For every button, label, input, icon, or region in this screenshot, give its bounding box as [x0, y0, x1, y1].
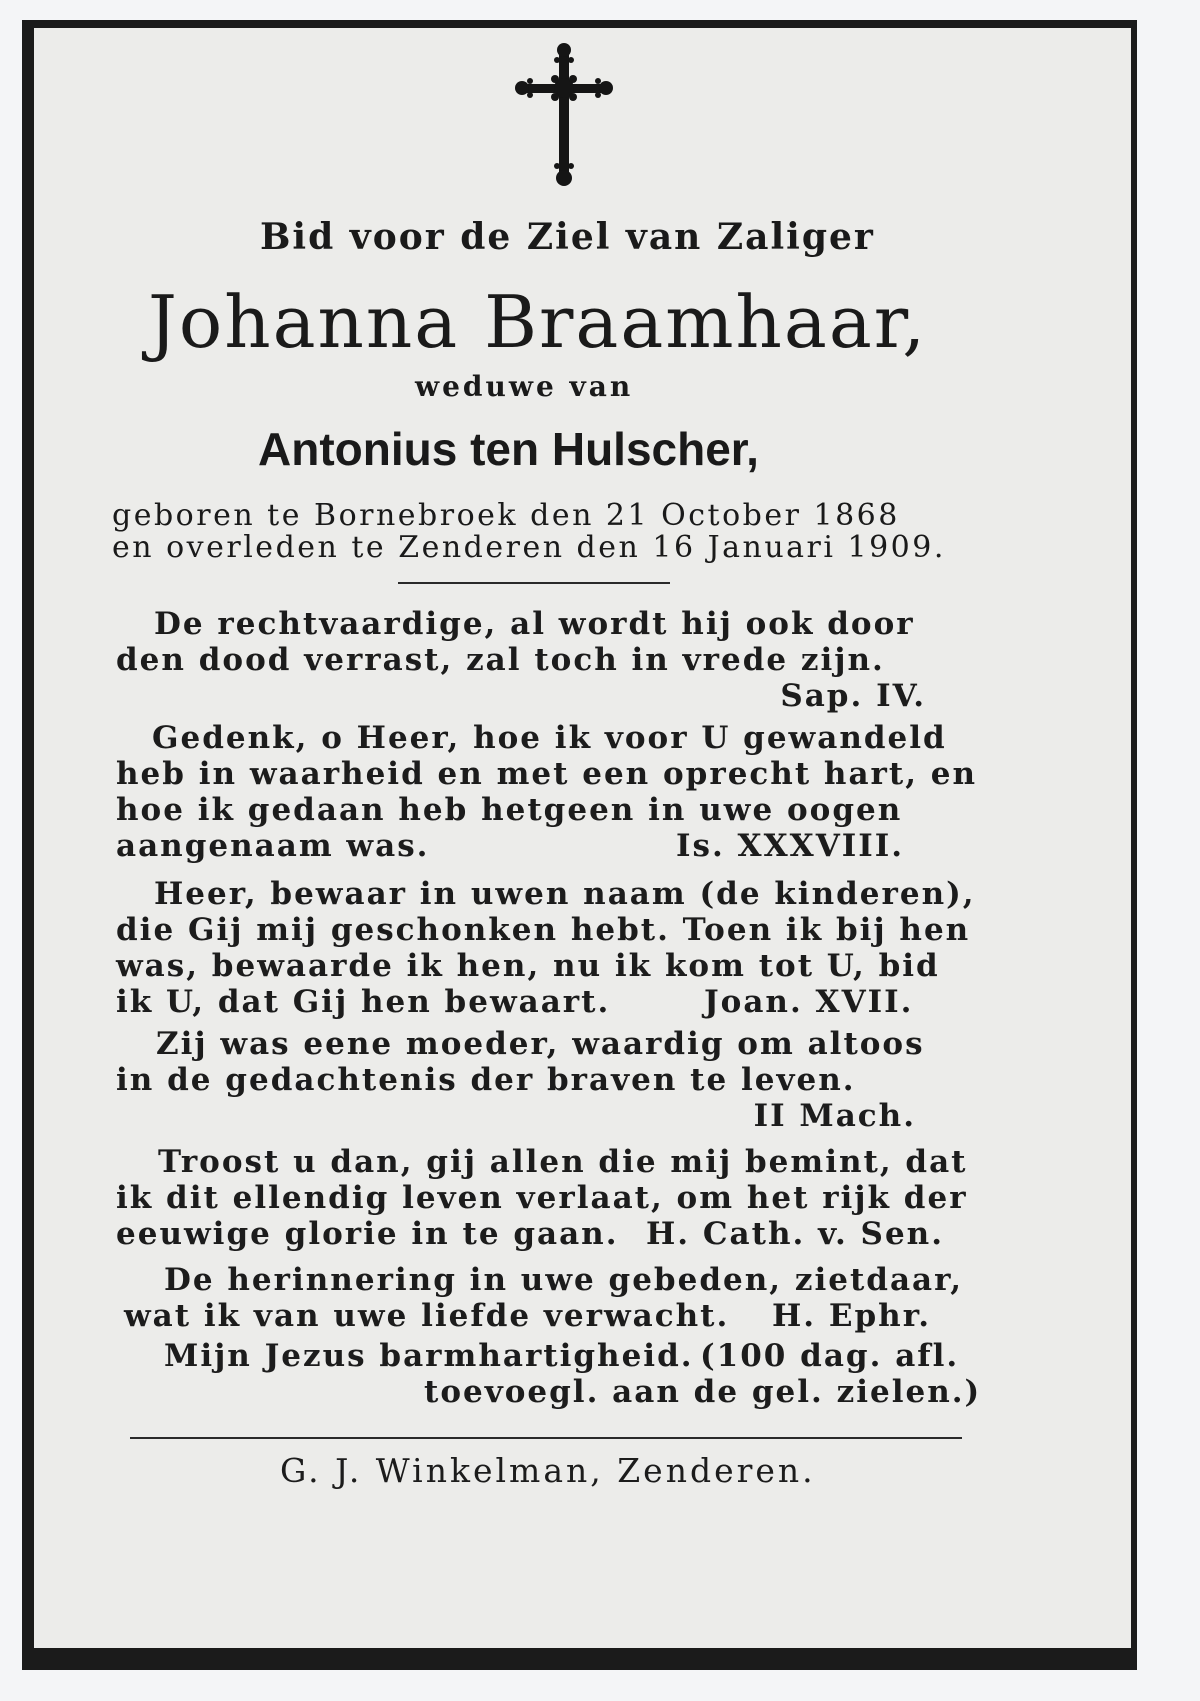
verse-block [116, 606, 946, 714]
divider-line [130, 1437, 962, 1439]
verse-line: was, bewaarde ik hen, nu ik kom tot U, bid [116, 948, 940, 984]
prayer-intro: Bid voor de Ziel van Zaliger [260, 216, 875, 258]
verse-line: ik dit ellendig leven verlaat, om het rijk der [116, 1180, 968, 1216]
verse-line-text: ik U, dat Gij hen bewaart. [116, 984, 611, 1020]
verse-line: Gedenk, o Heer, hoe ik voor U gewandeld [152, 720, 947, 756]
verse-block [124, 1262, 964, 1334]
verse-line-text: Mijn Jezus barmhartigheid. [164, 1338, 694, 1374]
verse-line: die Gij mij geschonken hebt. Toen ik bij hen [116, 912, 971, 948]
verse-line: Troost u dan, gij allen die mij bemint, dat [158, 1144, 968, 1180]
verse-reference: H. Ephr. [772, 1298, 931, 1334]
cross-icon [514, 42, 614, 192]
deceased-name: Johanna Braamhaar, [148, 280, 928, 364]
verse-line: toevoegl. aan de gel. zielen.) [424, 1374, 982, 1410]
verse-line: Zij was eene moeder, waardig om altoos [156, 1026, 925, 1062]
husband-name: Antonius ten Hulscher, [258, 423, 759, 475]
verse-line [164, 1338, 964, 1374]
verse-block [116, 1026, 936, 1134]
verse-line: hoe ik gedaan heb hetgeen in uwe oogen [116, 792, 903, 828]
verse-line-text: wat ik van uwe liefde verwacht. [124, 1298, 730, 1334]
verse-block [116, 1144, 968, 1252]
verse-reference: Sap. IV. [780, 678, 926, 714]
verse-line-text: eeuwige glorie in te gaan. [116, 1216, 619, 1252]
verse-block [116, 876, 976, 1020]
verse-line: De rechtvaardige, al wordt hij ook door [154, 606, 915, 642]
verse-line [116, 828, 956, 864]
birth-line: geboren te Bornebroek den 21 October 1868 [112, 498, 900, 533]
verse-reference: II Mach. [753, 1098, 916, 1134]
relation-text: weduwe van [415, 370, 634, 403]
verse-line [116, 1216, 956, 1252]
verse-reference: H. Cath. v. Sen. [646, 1216, 944, 1252]
verse-reference: Is. XXXVIII. [676, 828, 905, 864]
verse-line [124, 1298, 964, 1334]
verse-line: heb in waarheid en met een oprecht hart, en [116, 756, 978, 792]
verse-line: den dood verrast, zal toch in vrede zijn. [116, 642, 885, 678]
printer-credit: G. J. Winkelman, Zenderen. [280, 1451, 816, 1490]
verse-line: Heer, bewaar in uwen naam (de kinderen), [154, 876, 976, 912]
verse-line-text: aangenaam was. [116, 828, 430, 864]
verse-reference: Joan. XVII. [704, 984, 914, 1020]
verse-line: De herinnering in uwe gebeden, zietdaar, [164, 1262, 963, 1298]
death-line: en overleden te Zenderen den 16 Januari 1909. [112, 530, 946, 565]
divider-line [398, 582, 670, 584]
verse-block [116, 720, 978, 864]
verse-block [164, 1338, 982, 1410]
verse-reference: (100 dag. afl. [700, 1338, 960, 1374]
verse-line: in de gedachtenis der braven te leven. [116, 1062, 856, 1098]
verse-line [116, 984, 956, 1020]
